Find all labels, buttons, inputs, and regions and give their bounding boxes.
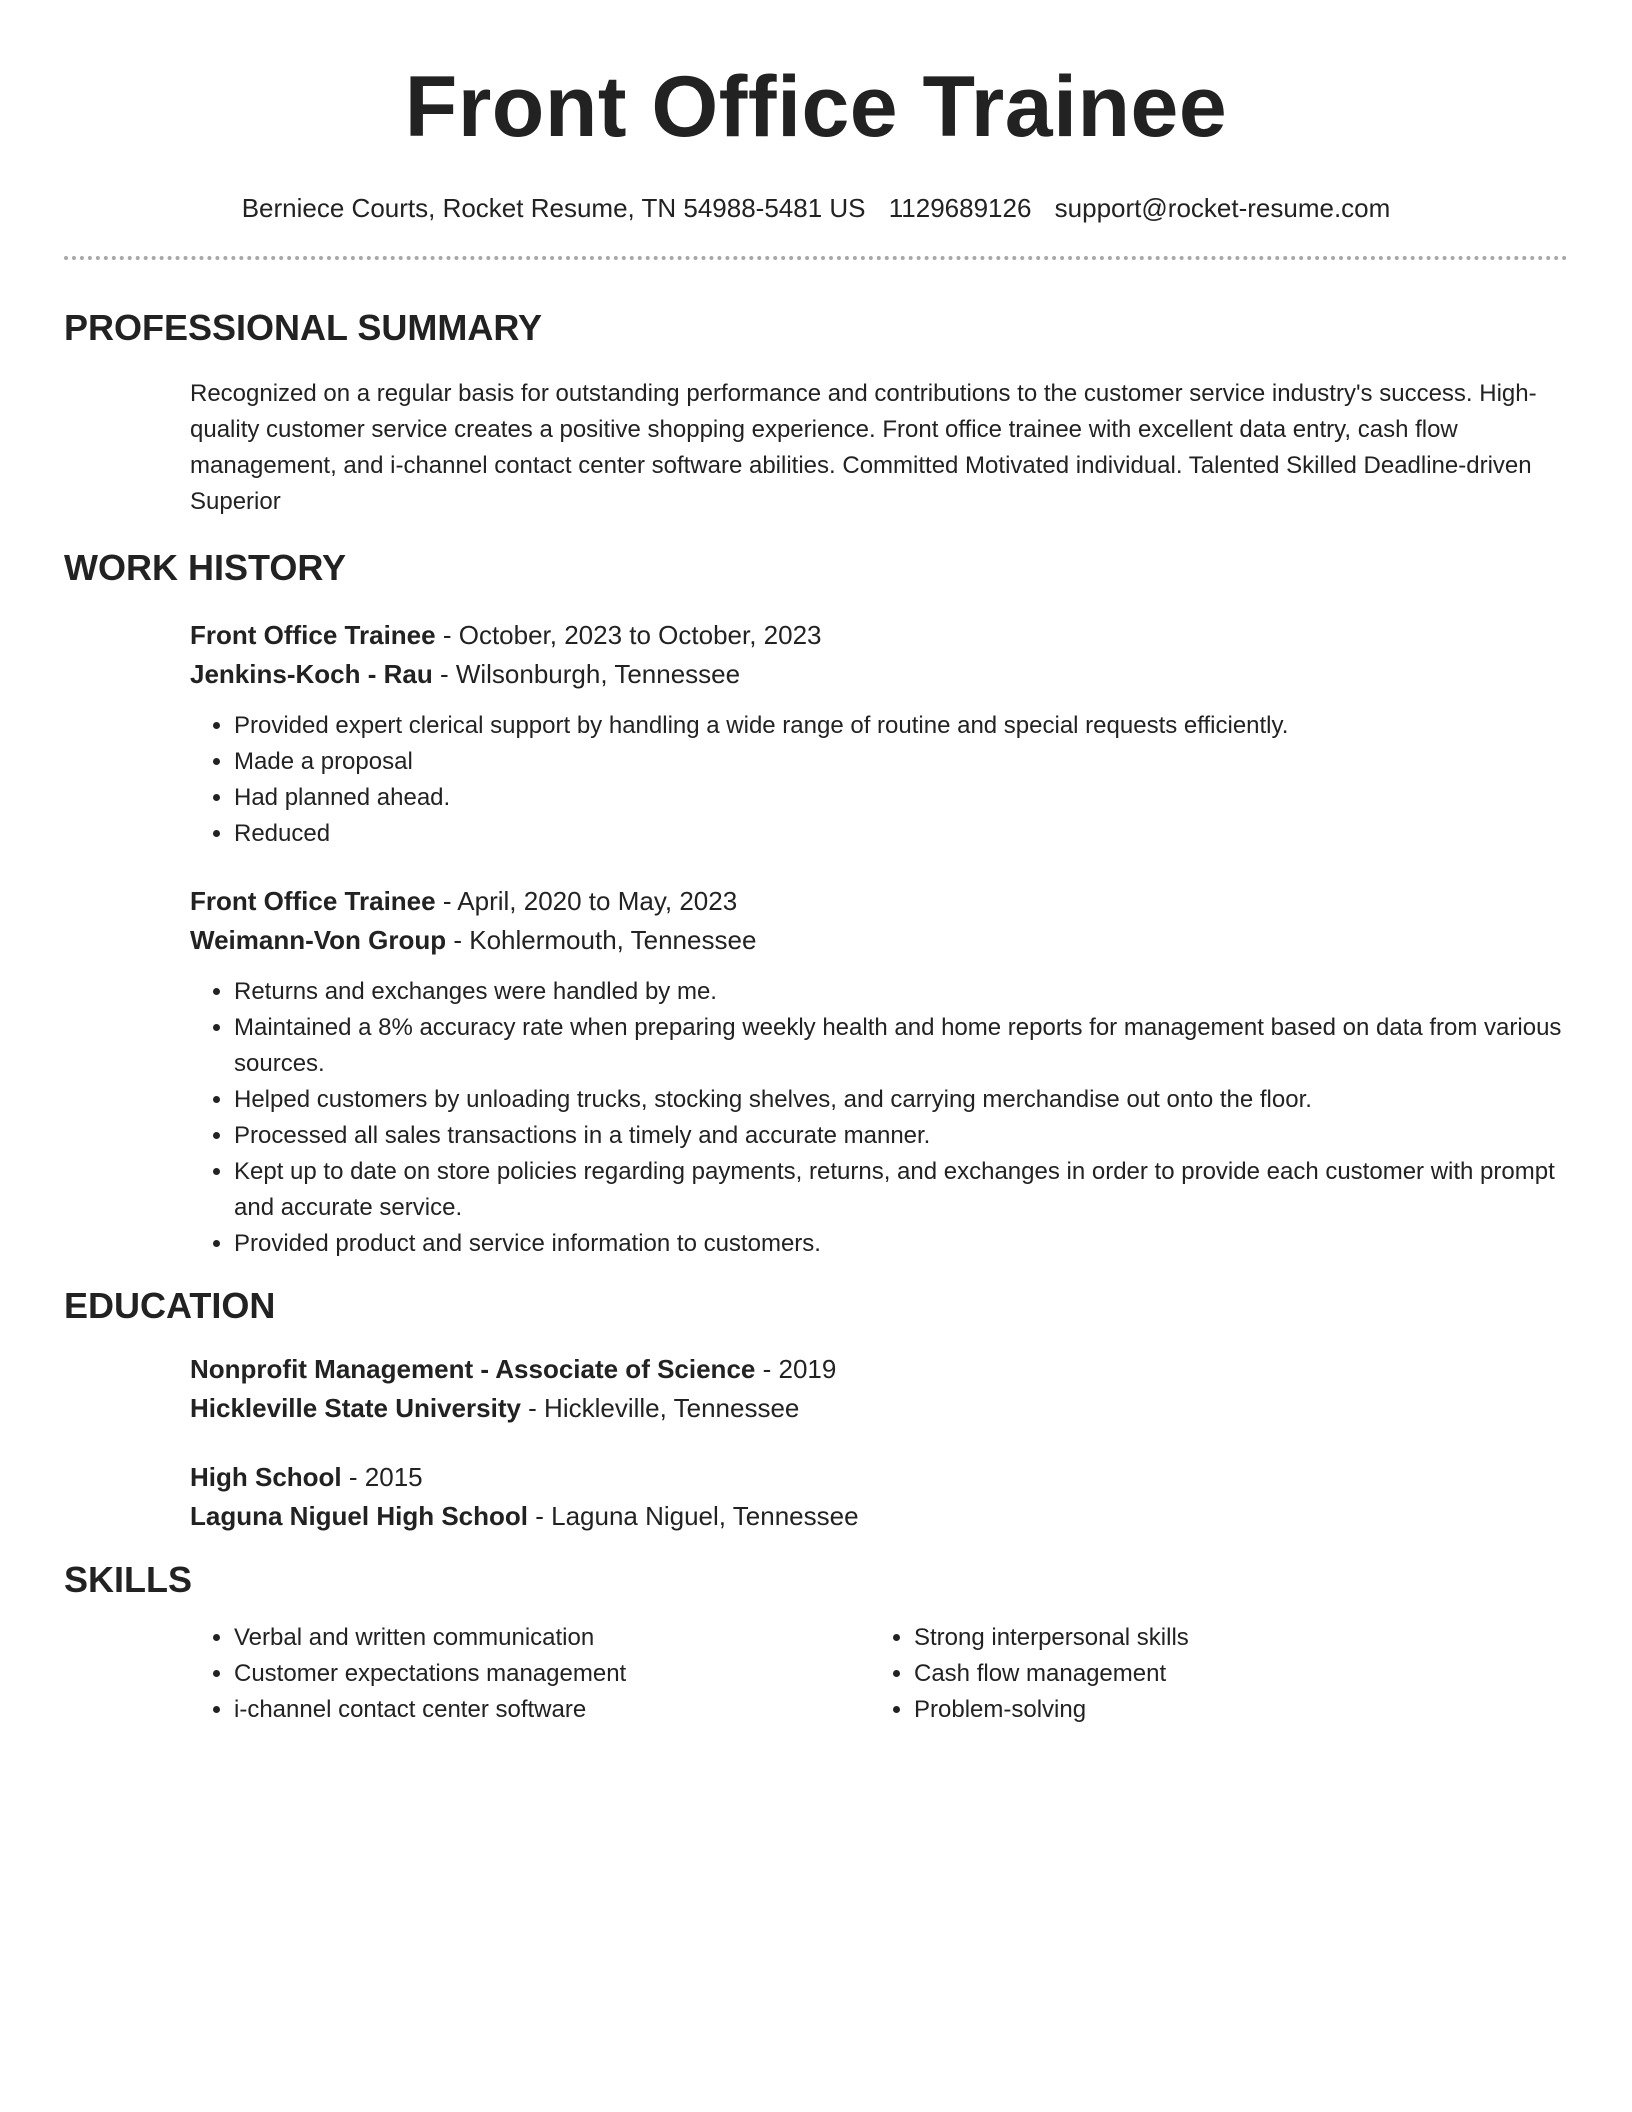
job-role: Front Office Trainee bbox=[190, 620, 436, 650]
contact-phone: 1129689126 bbox=[888, 193, 1032, 223]
job-company: Weimann-Von Group bbox=[190, 925, 447, 955]
summary-text: Recognized on a regular basis for outstanding performance and contributions to the customer service industry's success. High-quality customer service creates a positive shopping experience. Front office trainee with excellent data entry, cash flow management, and i-channel contact center software abilities. Committed Motivated individual. Talented Skilled Deadline-driven Superior bbox=[190, 380, 1537, 515]
skill-item: • Cash flow management bbox=[914, 1656, 1554, 1692]
contact-address: Berniece Courts, Rocket Resume, TN 54988-5481 US bbox=[241, 193, 866, 223]
education-degree: Nonprofit Management - Associate of Science bbox=[190, 1354, 756, 1384]
list-item: • Kept up to date on store policies regarding payments, returns, and exchanges in order to provide each customer with prompt and accurate service. bbox=[234, 1154, 1568, 1226]
skill-item: • i-channel contact center software bbox=[234, 1692, 870, 1728]
header-divider bbox=[64, 256, 1568, 260]
skill-item: • Verbal and written communication bbox=[234, 1620, 870, 1656]
section-title-education: EDUCATION bbox=[64, 1285, 276, 1326]
list-item: • Processed all sales transactions in a timely and accurate manner. bbox=[234, 1118, 1568, 1154]
skills-left-column bbox=[190, 1620, 870, 1728]
section-title-work: WORK HISTORY bbox=[64, 547, 347, 588]
job-company-line bbox=[190, 655, 1568, 694]
contact-email: support@rocket-resume.com bbox=[1054, 193, 1391, 223]
education-entry-2 bbox=[190, 1458, 1568, 1536]
job-entry-1 bbox=[190, 616, 1568, 852]
resume-name: Front Office Trainee bbox=[404, 59, 1228, 155]
job-dates: - October, 2023 to October, 2023 bbox=[435, 620, 822, 650]
list-item: • Provided product and service information to customers. bbox=[234, 1226, 1568, 1262]
section-title-summary: PROFESSIONAL SUMMARY bbox=[64, 307, 543, 348]
job-dates: - April, 2020 to May, 2023 bbox=[435, 886, 738, 916]
job-company: Jenkins-Koch - Rau bbox=[190, 659, 433, 689]
education-degree-line bbox=[190, 1350, 1568, 1389]
education-year: - 2015 bbox=[341, 1462, 423, 1492]
skill-item: • Customer expectations management bbox=[234, 1656, 870, 1692]
education-location: - Laguna Niguel, Tennessee bbox=[528, 1501, 859, 1531]
skills-columns bbox=[190, 1620, 1568, 1728]
job-bullets bbox=[190, 974, 1568, 1262]
job-location: - Wilsonburgh, Tennessee bbox=[432, 659, 741, 689]
job-bullets bbox=[190, 708, 1568, 852]
list-item: • Provided expert clerical support by handling a wide range of routine and special requests efficiently. bbox=[234, 708, 1568, 744]
section-summary bbox=[64, 306, 1568, 520]
job-title-line bbox=[190, 882, 1568, 921]
section-skills bbox=[64, 1558, 1568, 1728]
education-entry-1 bbox=[190, 1350, 1568, 1428]
job-company-line bbox=[190, 921, 1568, 960]
skill-item: • Problem-solving bbox=[914, 1692, 1554, 1728]
list-item: • Returns and exchanges were handled by me. bbox=[234, 974, 1568, 1010]
education-school: Laguna Niguel High School bbox=[190, 1501, 528, 1531]
section-title-skills: SKILLS bbox=[64, 1559, 193, 1600]
education-location: - Hickleville, Tennessee bbox=[520, 1393, 800, 1423]
job-entry-2 bbox=[190, 882, 1568, 1262]
contact-line bbox=[64, 190, 1568, 226]
job-location: - Kohlermouth, Tennessee bbox=[446, 925, 757, 955]
section-work-history bbox=[64, 546, 1568, 1262]
skills-right-column bbox=[870, 1620, 1554, 1728]
list-item: • Helped customers by unloading trucks, stocking shelves, and carrying merchandise out onto the floor. bbox=[234, 1082, 1568, 1118]
list-item: • Maintained a 8% accuracy rate when preparing weekly health and home reports for management based on data from various sources. bbox=[234, 1010, 1568, 1082]
skill-item: • Strong interpersonal skills bbox=[914, 1620, 1554, 1656]
education-degree-line bbox=[190, 1458, 1568, 1497]
education-school-line bbox=[190, 1497, 1568, 1536]
education-degree: High School bbox=[190, 1462, 342, 1492]
section-education bbox=[64, 1284, 1568, 1536]
education-school: Hickleville State University bbox=[190, 1393, 521, 1423]
list-item: • Reduced bbox=[234, 816, 1568, 852]
education-year: - 2019 bbox=[755, 1354, 837, 1384]
list-item: • Had planned ahead. bbox=[234, 780, 1568, 816]
list-item: • Made a proposal bbox=[234, 744, 1568, 780]
job-role: Front Office Trainee bbox=[190, 886, 436, 916]
job-title-line bbox=[190, 616, 1568, 655]
education-school-line bbox=[190, 1389, 1568, 1428]
